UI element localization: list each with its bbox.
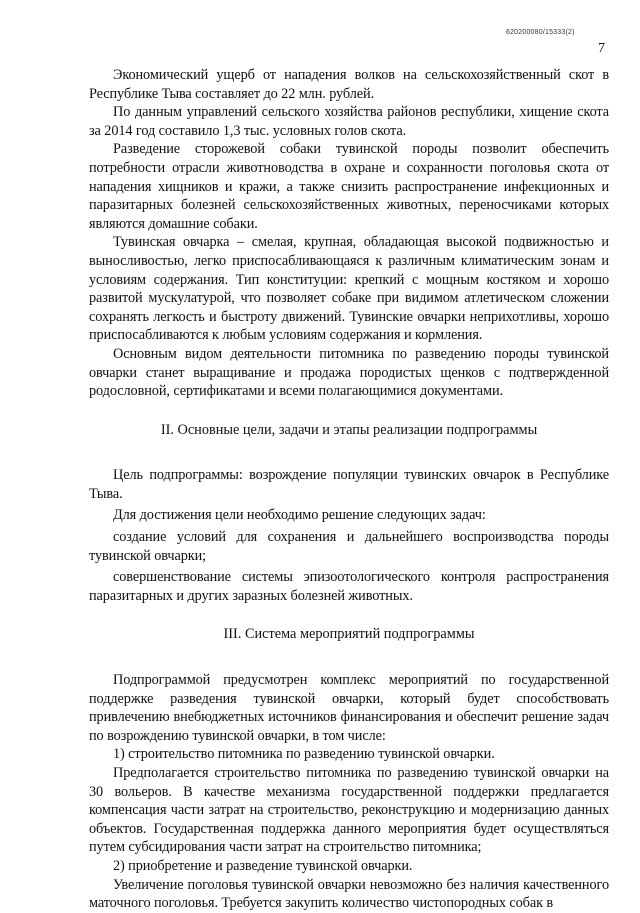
paragraph: Предполагается строительство питомника по разведению тувинской овчарки на 30 вольеров. В качестве механизма государственной поддержки предлагается компенсация части затрат на строительство, реконструкцию и модернизацию данных объектов. Государственная поддержка данного мероприятия будет осуществляться путем субсидирования части затрат на строительство питомника; (89, 765, 609, 856)
paragraph: Для достижения цели необходимо решение следующих задач: (113, 507, 486, 524)
paragraph: Цель подпрограммы: возрождение популяции тувинских овчарок в Республике Тыва. (89, 467, 609, 502)
paragraph: Подпрограммой предусмотрен комплекс мероприятий по государственной поддержке разведения тувинской овчарки, который будет способствовать привлечению внебюджетных источников финансирования и обеспечит решение задач по возрождению тувинской овчарки, в том числе: (89, 672, 609, 744)
document-code: 620200080/15333(2) (506, 29, 575, 36)
paragraph: Тувинская овчарка – смелая, крупная, обладающая высокой подвижностью и выносливостью, легко приспосабливающаяся к различным климатическим зонам и условиям содержания. Тип конституции: крепкий с мощным костяком и хорошо развитой мускулатурой, что позволяет собаке при видимом атлетическом сложении сохранять легкость и быстроту движений. Тувинские овчарки неприхотливы, хорошо приспосабливаются к любым условиям содержания и кормления. (89, 234, 609, 344)
paragraph: 2) приобретение и разведение тувинской овчарки. (113, 857, 413, 874)
section-3-heading: III. Система мероприятий подпрограммы (223, 626, 475, 643)
paragraph: Разведение сторожевой собаки тувинской породы позволит обеспечить потребности отрасли животноводства в охране и сохранности поголовья скота от нападения хищников и кражи, а также снизить распространение инфекционных и паразитарных болезней сельскохозяйственных животных, переносчиками которых являются домашние собаки. (89, 141, 609, 232)
paragraph: Увеличение поголовья тувинской овчарки невозможно без наличия качественного маточного поголовья. Требуется закупить количество чистопородных собак в (89, 876, 609, 912)
paragraph: совершенствование системы эпизоотологического контроля распространения паразитарных и других заразных болезней животных. (89, 569, 609, 604)
paragraph: По данным управлений сельского хозяйства районов республики, хищение скота за 2014 год составило 1,3 тыс. условных голов скота. (89, 104, 609, 139)
section-2-heading: II. Основные цели, задачи и этапы реализации подпрограммы (160, 421, 538, 438)
paragraph: Экономический ущерб от нападения волков на сельскохозяйственный скот в Республике Тыва составляет до 22 млн. рублей. (89, 67, 609, 102)
paragraph: Основным видом деятельности питомника по разведению породы тувинской овчарки станет выращивание и продажа породистых щенков с подтвержденной родословной, сертификатами и всеми полагающимися документами. (89, 345, 609, 400)
paragraph: 1) строительство питомника по разведению тувинской овчарки. (113, 746, 495, 763)
paragraph: создание условий для сохранения и дальнейшего воспроизводства породы тувинской овчарки; (89, 529, 609, 564)
page-body (89, 66, 609, 913)
page-number: 7 (598, 41, 605, 56)
